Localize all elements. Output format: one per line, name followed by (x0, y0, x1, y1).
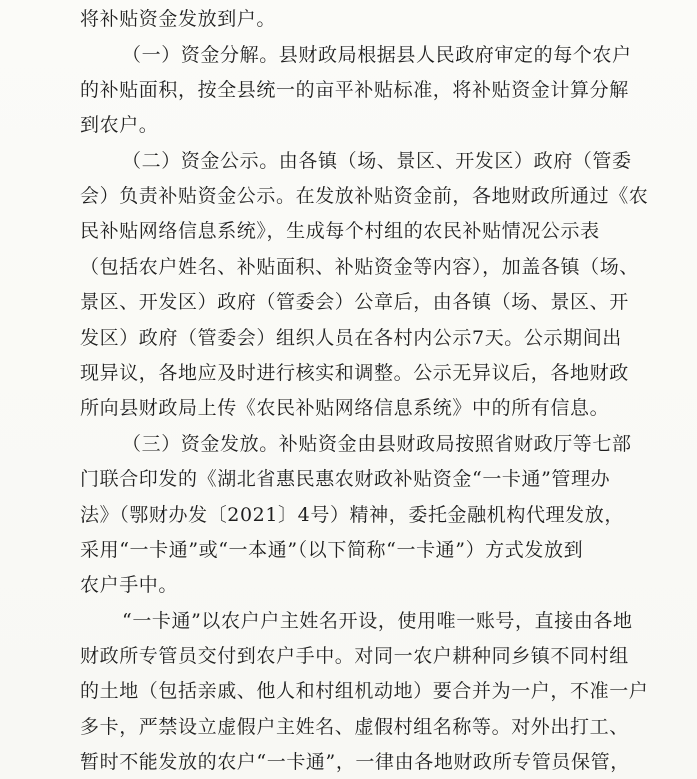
text-line: 采用“一卡通”或“一本通”（以下简称“一卡通”）方式发放到 (80, 539, 584, 561)
text-line: 会）负责补贴资金公示。在发放补贴资金前，各地财政所通过《农 (80, 185, 649, 207)
text-line: 景区、开发区）政府（管委会）公章后，由各镇（场、景区、开 (80, 291, 629, 313)
text-line: 财政所专管员交付到农户手中。对同一农户耕种同乡镇不同村组 (80, 645, 629, 667)
text-line: 将补贴资金发放到户。 (80, 8, 277, 30)
text-line: 多卡，严禁设立虚假户主姓名、虚假村组名称等。对外出打工、 (80, 716, 629, 738)
text-line: 现异议，各地应及时进行核实和调整。公示无异议后，各地财政 (80, 362, 629, 384)
paragraph-start-line: “一卡通”以农户户主姓名开设，使用唯一账号，直接由各地 (122, 610, 633, 632)
text-line: 的补贴面积，按全县统一的亩平补贴标准，将补贴资金计算分解 (80, 79, 629, 101)
text-line: 法》（鄂财办发〔2021〕4号）精神，委托金融机构代理发放， (80, 504, 624, 526)
section-one-heading-line: （一）资金分解。县财政局根据县人民政府审定的每个农户 (122, 44, 632, 66)
section-three-heading-line: （三）资金发放。补贴资金由县财政局按照省财政厅等七部 (122, 433, 632, 455)
text-line: 的土地（包括亲戚、他人和村组机动地）要合并为一户，不准一户 (80, 680, 649, 702)
text-line: 暂时不能发放的农户“一卡通”，一律由各地财政所专管员保管， (80, 751, 630, 773)
text-line: 发区）政府（管委会）组织人员在各村内公示7天。公示期间出 (80, 327, 622, 349)
section-two-heading-line: （二）资金公示。由各镇（场、景区、开发区）政府（管委 (122, 150, 632, 172)
text-line: 所向县财政局上传《农民补贴网络信息系统》中的所有信息。 (80, 397, 610, 419)
text-line: 民补贴网络信息系统》，生成每个村组的农民补贴情况公示表 (80, 220, 600, 242)
text-line: （包括农户姓名、补贴面积、补贴资金等内容），加盖各镇（场、 (80, 256, 639, 278)
text-line: 门联合印发的《湖北省惠民惠农财政补贴资金“一卡通”管理办 (80, 468, 611, 490)
text-line: 到农户。 (80, 114, 159, 136)
text-line: 农户手中。 (80, 574, 179, 596)
